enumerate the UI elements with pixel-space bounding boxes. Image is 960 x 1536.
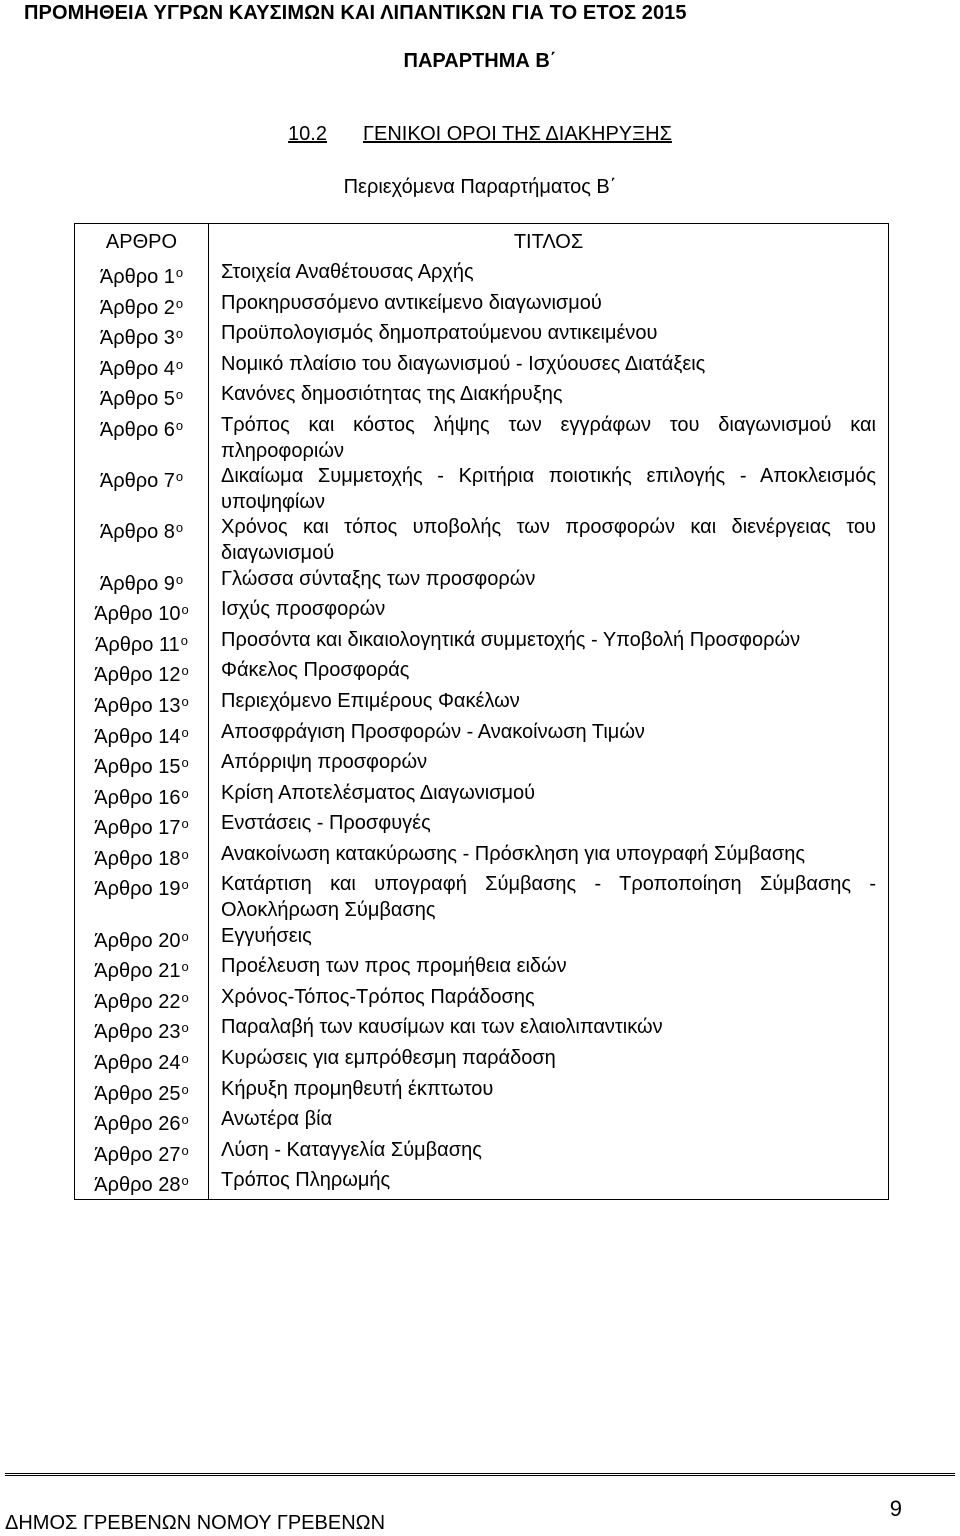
table-row [75, 321, 889, 352]
article-label: Άρθρο 15 [94, 756, 181, 779]
ordinal-suffix: ο [175, 387, 184, 403]
article-title: Παραλαβή των καυσίμων και των ελαιολιπαντικών [209, 1015, 889, 1046]
table-row [75, 811, 889, 842]
column-header-article: ΑΡΘΡΟ [75, 224, 209, 261]
article-cell [75, 781, 209, 812]
article-label: Άρθρο 7 [99, 470, 175, 493]
table-row [75, 658, 889, 689]
ordinal-suffix: ο [175, 295, 184, 311]
article-cell [75, 1107, 209, 1138]
article-title: Προκηρυσσόμενο αντικείμενο διαγωνισμού [209, 291, 889, 322]
article-title: Ενστάσεις - Προσφυγές [209, 811, 889, 842]
ordinal-suffix: ο [181, 816, 189, 832]
article-cell [75, 1168, 209, 1199]
table-row [75, 597, 889, 628]
table-row [75, 1046, 889, 1077]
table-row [75, 781, 889, 812]
article-label: Άρθρο 10 [94, 603, 181, 626]
ordinal-suffix: ο [181, 989, 189, 1005]
ordinal-suffix: ο [175, 469, 184, 485]
table-row [75, 1015, 889, 1046]
article-label: Άρθρο 13 [94, 694, 181, 717]
table-row [75, 291, 889, 322]
ordinal-suffix: ο [175, 417, 184, 433]
article-label: Άρθρο 3 [99, 327, 175, 350]
article-title: Χρόνος-Τόπος-Τρόπος Παράδοσης [209, 985, 889, 1016]
table-row [75, 567, 889, 598]
article-cell [75, 689, 209, 720]
article-cell [75, 1077, 209, 1108]
article-title: Κυρώσεις για εμπρόθεσμη παράδοση [209, 1046, 889, 1077]
article-cell [75, 597, 209, 628]
ordinal-suffix: ο [181, 1081, 189, 1097]
table-row [75, 872, 889, 923]
table-row [75, 720, 889, 751]
article-title: Εγγυήσεις [209, 924, 889, 955]
footer-municipality: ΔΗΜΟΣ ΓΡΕΒΕΝΩΝ ΝΟΜΟΥ ΓΡΕΒΕΝΩΝ [5, 1512, 386, 1534]
article-title: Προέλευση των προς προμήθεια ειδών [209, 954, 889, 985]
article-cell [75, 924, 209, 955]
article-label: Άρθρο 26 [94, 1113, 181, 1136]
article-title: Νομικό πλαίσιο του διαγωνισμού - Ισχύουσες Διατάξεις [209, 352, 889, 383]
table-row [75, 1138, 889, 1169]
article-cell [75, 515, 209, 566]
article-cell [75, 954, 209, 985]
table-row [75, 352, 889, 383]
page-number: 9 [889, 1496, 902, 1521]
ordinal-suffix: ο [181, 755, 189, 771]
article-cell [75, 321, 209, 352]
article-title: Τρόπος Πληρωμής [209, 1168, 889, 1199]
contents-table [74, 223, 889, 1200]
article-label: Άρθρο 16 [94, 786, 181, 809]
article-label: Άρθρο 18 [94, 847, 181, 870]
article-cell [75, 872, 209, 923]
article-title: Ανακοίνωση κατακύρωσης - Πρόσκληση για υπογραφή Σύμβασης [209, 842, 889, 873]
table-row [75, 924, 889, 955]
ordinal-suffix: ο [181, 877, 189, 893]
table-row [75, 954, 889, 985]
article-label: Άρθρο 24 [94, 1052, 181, 1075]
document-header-title: ΠΡΟΜΗΘΕΙΑ ΥΓΡΩΝ ΚΑΥΣΙΜΩΝ ΚΑΙ ΛΙΠΑΝΤΙΚΩΝ ΓΙΑ ΤΟ ΕΤΟΣ 2015 [24, 2, 687, 24]
article-label: Άρθρο 5 [99, 388, 175, 411]
annex-heading: ΠΑΡΑΡΤΗΜΑ Β΄ [403, 50, 557, 72]
article-title: Κήρυξη προμηθευτή έκπτωτου [209, 1077, 889, 1108]
column-header-title: ΤΙΤΛΟΣ [209, 224, 889, 261]
table-body [75, 260, 889, 1200]
article-cell [75, 811, 209, 842]
contents-subtitle: Περιεχόμενα Παραρτήματος Β΄ [343, 176, 617, 198]
article-title: Προϋπολογισμός δημοπρατούμενου αντικειμένου [209, 321, 889, 352]
table-row [75, 464, 889, 515]
article-cell [75, 413, 209, 464]
section-heading [0, 123, 960, 146]
ordinal-suffix: ο [175, 571, 184, 587]
table-row [75, 382, 889, 413]
article-title: Κρίση Αποτελέσματος Διαγωνισμού [209, 781, 889, 812]
article-title: Τρόπος και κόστος λήψης των εγγράφων του διαγωνισμού και πληροφοριών [209, 413, 889, 464]
article-label: Άρθρο 4 [99, 357, 175, 380]
table-row [75, 260, 889, 291]
ordinal-suffix: ο [181, 602, 189, 618]
article-title: Χρόνος και τόπος υποβολής των προσφορών και διενέργειας του διαγωνισμού [209, 515, 889, 566]
article-title: Στοιχεία Αναθέτουσας Αρχής [209, 260, 889, 291]
section-number: 10.2 [288, 123, 327, 145]
article-cell [75, 352, 209, 383]
article-cell [75, 260, 209, 291]
table-header-row [75, 224, 889, 261]
ordinal-suffix: ο [181, 1112, 189, 1128]
article-label: Άρθρο 17 [94, 817, 181, 840]
ordinal-suffix: ο [181, 928, 189, 944]
article-cell [75, 985, 209, 1016]
ordinal-suffix: ο [175, 356, 184, 372]
article-title: Λύση - Καταγγελία Σύμβασης [209, 1138, 889, 1169]
article-cell [75, 658, 209, 689]
article-label: Άρθρο 9 [99, 572, 175, 595]
ordinal-suffix: ο [181, 1142, 189, 1158]
table-row [75, 413, 889, 464]
table-row [75, 515, 889, 566]
article-cell [75, 750, 209, 781]
ordinal-suffix: ο [180, 632, 188, 648]
ordinal-suffix: ο [181, 1173, 189, 1189]
article-cell [75, 464, 209, 515]
ordinal-suffix: ο [175, 326, 184, 342]
article-cell [75, 628, 209, 659]
ordinal-suffix: ο [181, 785, 189, 801]
article-cell [75, 842, 209, 873]
article-label: Άρθρο 27 [94, 1143, 181, 1166]
article-label: Άρθρο 28 [94, 1174, 181, 1197]
ordinal-suffix: ο [181, 846, 189, 862]
article-title: Αποσφράγιση Προσφορών - Ανακοίνωση Τιμών [209, 720, 889, 751]
ordinal-suffix: ο [175, 520, 184, 536]
article-title: Ανωτέρα βία [209, 1107, 889, 1138]
article-title: Απόρριψη προσφορών [209, 750, 889, 781]
article-label: Άρθρο 22 [94, 990, 181, 1013]
ordinal-suffix: ο [181, 1020, 189, 1036]
article-label: Άρθρο 11 [95, 633, 180, 656]
table-row [75, 1168, 889, 1199]
ordinal-suffix: ο [181, 663, 189, 679]
article-title: Ισχύς προσφορών [209, 597, 889, 628]
article-label: Άρθρο 6 [99, 418, 175, 441]
article-label: Άρθρο 2 [99, 296, 175, 319]
article-label: Άρθρο 8 [99, 521, 175, 544]
article-cell [75, 567, 209, 598]
article-title: Γλώσσα σύνταξης των προσφορών [209, 567, 889, 598]
article-label: Άρθρο 20 [94, 929, 181, 952]
ordinal-suffix: ο [181, 693, 189, 709]
article-title: Φάκελος Προσφοράς [209, 658, 889, 689]
footer-divider [5, 1473, 955, 1476]
article-cell [75, 1046, 209, 1077]
article-title: Κανόνες δημοσιότητας της Διακήρυξης [209, 382, 889, 413]
article-label: Άρθρο 12 [94, 664, 181, 687]
section-title: ΓΕΝΙΚΟΙ ΟΡΟΙ ΤΗΣ ΔΙΑΚΗΡΥΞΗΣ [362, 123, 672, 145]
article-title: Προσόντα και δικαιολογητικά συμμετοχής - Υποβολή Προσφορών [209, 628, 889, 659]
article-label: Άρθρο 19 [94, 878, 181, 901]
article-cell [75, 720, 209, 751]
table-row [75, 842, 889, 873]
article-cell [75, 1138, 209, 1169]
table-row [75, 1107, 889, 1138]
article-cell [75, 382, 209, 413]
table-row [75, 750, 889, 781]
table-row [75, 985, 889, 1016]
ordinal-suffix: ο [181, 724, 189, 740]
table-row [75, 1077, 889, 1108]
article-label: Άρθρο 1 [99, 266, 175, 288]
table-row [75, 628, 889, 659]
ordinal-suffix: ο [175, 265, 184, 280]
article-title: Κατάρτιση και υπογραφή Σύμβασης - Τροποποίηση Σύμβασης - Ολοκλήρωση Σύμβασης [209, 872, 889, 923]
article-title: Δικαίωμα Συμμετοχής - Κριτήρια ποιοτικής επιλογής - Αποκλεισμός υποψηφίων [209, 464, 889, 515]
article-label: Άρθρο 23 [94, 1021, 181, 1044]
article-label: Άρθρο 14 [94, 725, 181, 748]
ordinal-suffix: ο [181, 1051, 189, 1067]
ordinal-suffix: ο [181, 959, 189, 975]
article-label: Άρθρο 21 [94, 960, 181, 983]
article-cell [75, 291, 209, 322]
article-label: Άρθρο 25 [94, 1082, 181, 1105]
article-title: Περιεχόμενο Επιμέρους Φακέλων [209, 689, 889, 720]
article-cell [75, 1015, 209, 1046]
table-row [75, 689, 889, 720]
